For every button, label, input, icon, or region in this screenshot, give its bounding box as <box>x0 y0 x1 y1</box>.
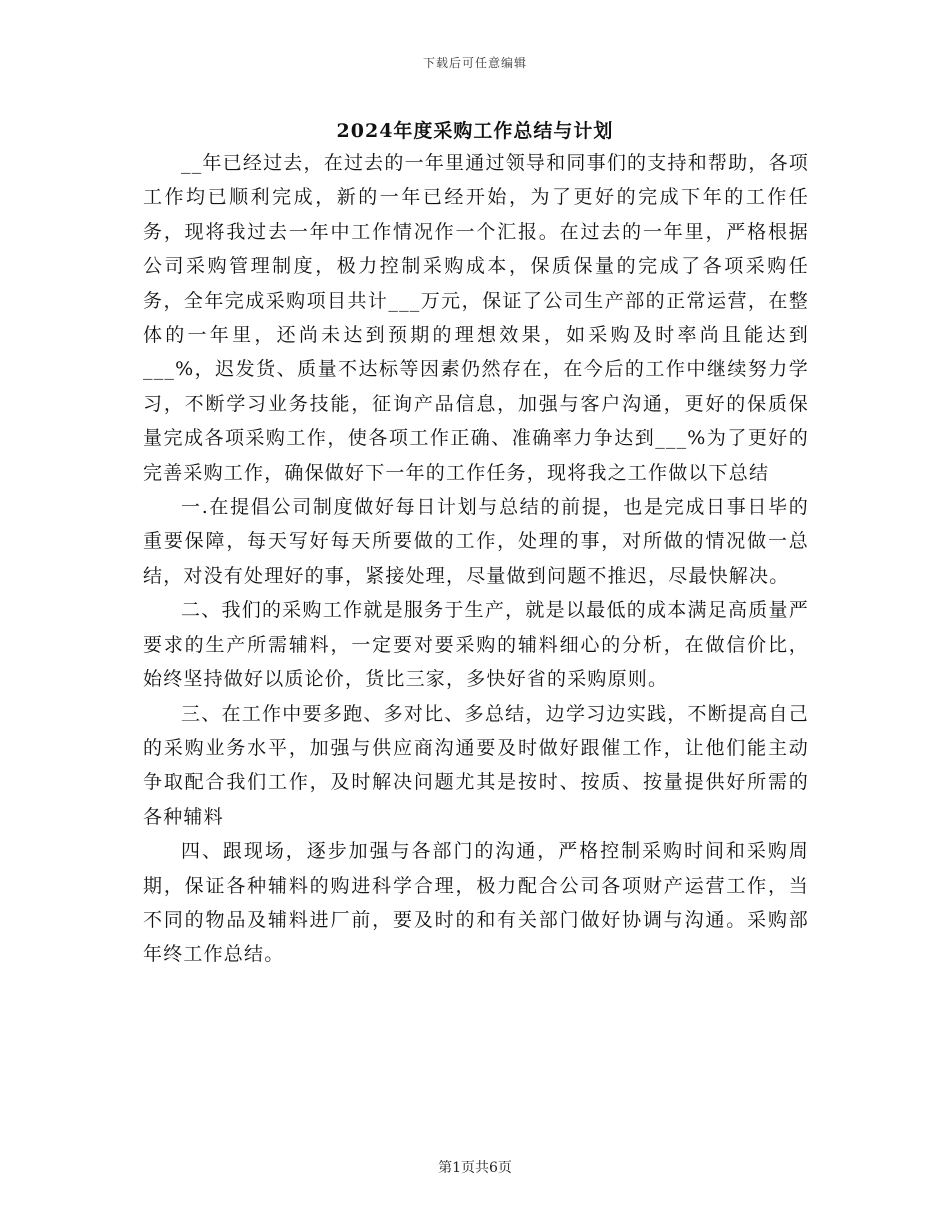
document-body <box>143 146 809 972</box>
paragraph-section-1: 一.在提倡公司制度做好每日计划与总结的前提，也是完成日事日毕的重要保障，每天写好每天所要做的工作，处理的事，对所做的情况做一总结，对没有处理好的事，紧接处理，尽量做到问题不推迟，尽最快解决。 <box>143 496 809 587</box>
page-number: 第1页共6页 <box>438 1160 512 1176</box>
paragraph-section-3: 三、在工作中要多跑、多对比、多总结，边学习边实践，不断提高自己的采购业务水平，加强与供应商沟通要及时做好跟催工作，让他们能主动争取配合我们工作，及时解决问题尤其是按时、按质、按量提供好所需的各种辅料 <box>143 702 809 828</box>
paragraph-section-4: 四、跟现场，逐步加强与各部门的沟通，严格控制采购时间和采购周期，保证各种辅料的购进科学合理，极力配合公司各项财产运营工作，当不同的物品及辅料进厂前，要及时的和有关部门做好协调与沟通。采购部年终工作总结。 <box>143 840 809 966</box>
document-title: 2024年度采购工作总结与计划 <box>336 120 614 142</box>
header-note: 下载后可任意编辑 <box>422 56 527 70</box>
paragraph-intro: __年已经过去，在过去的一年里通过领导和同事们的支持和帮助，各项工作均已顺利完成，新的一年已经开始，为了更好的完成下年的工作任务，现将我过去一年中工作情况作一个汇报。在过去的一年里，严格根据公司采购管理制度，极力控制采购成本，保质保量的完成了各项采购任务，全年完成采购项目共计___万元，保证了公司生产部的正常运营，在整体的一年里，还尚未达到预期的理想效果，如采购及时率尚且能达到___%，迟发货、质量不达标等因素仍然存在，在今后的工作中继续努力学习，不断学习业务技能，征询产品信息，加强与客户沟通，更好的保质保量完成各项采购工作，使各项工作正确、准确率力争达到___%为了更好的完善采购工作，确保做好下一年的工作任务，现将我之工作做以下总结 <box>143 152 809 484</box>
paragraph-section-2: 二、我们的采购工作就是服务于生产，就是以最低的成本满足高质量严要求的生产所需辅料，一定要对要采购的辅料细心的分析，在做信价比，始终坚持做好以质论价，货比三家，多快好省的采购原则。 <box>143 599 809 691</box>
